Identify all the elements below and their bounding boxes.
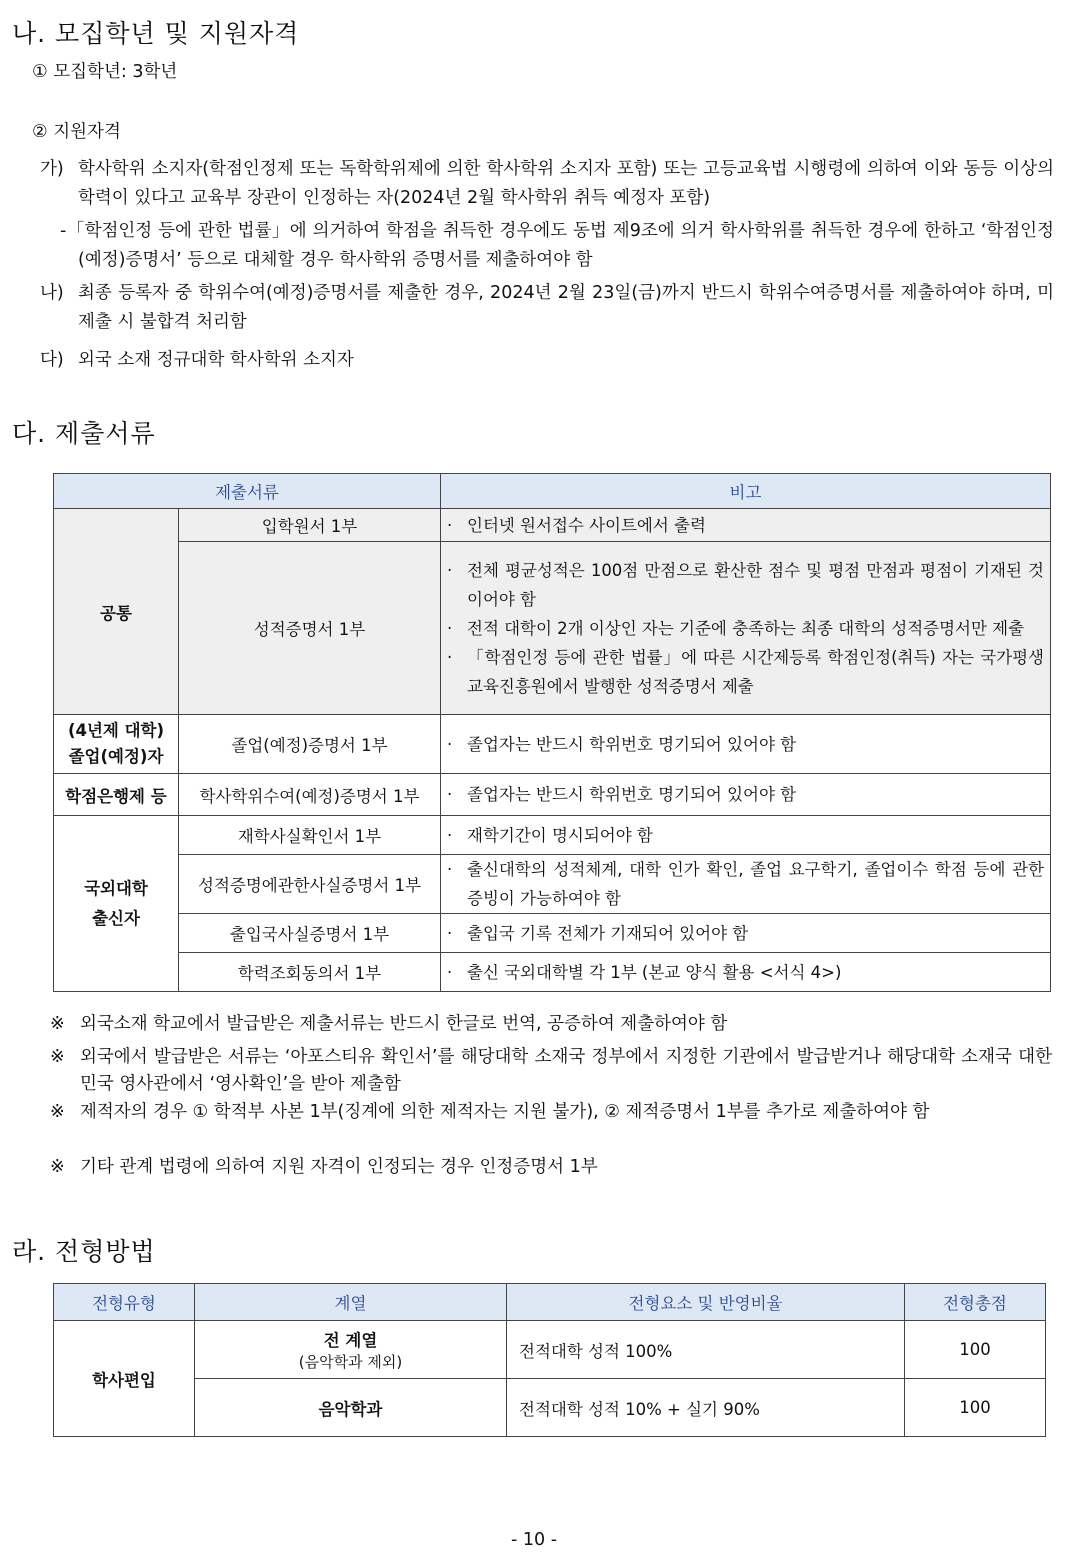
header-documents: 제출서류 <box>54 474 441 509</box>
item-text: 외국 소재 정규대학 학사학위 소지자 <box>78 350 354 370</box>
selection-field: 음악학과 <box>195 1379 507 1437</box>
table-row <box>54 816 1051 855</box>
doc-remark: · 재학기간이 명시되어야 함 <box>441 816 1051 855</box>
eligibility-item-da <box>40 346 1054 375</box>
doc-name: 재학사실확인서 1부 <box>179 816 441 855</box>
header-total: 전형총점 <box>905 1284 1046 1321</box>
eligibility-heading: ② 지원자격 <box>32 122 121 142</box>
subitem-text: -「학점인정 등에 관한 법률」에 의거하여 학점을 취득한 경우에도 동법 제9조에 의거 학사학위를 취득한 경우에 한하고 ‘학점인정(예정)증명서’ 등으로 대체할 경우 학사학위 증명서를 제출하여야 함 <box>60 221 1054 270</box>
section-title-eligibility: 나. 모집학년 및 지원자격 <box>12 19 300 48</box>
item-label: 나) <box>40 283 64 303</box>
table-row <box>54 774 1051 816</box>
header-remarks: 비고 <box>441 474 1051 509</box>
document-note: ※ 제적자의 경우 ① 학적부 사본 1부(징계에 의한 제적자는 지원 불가), ② 제적증명서 1부를 추가로 제출하여야 함 <box>50 1102 930 1122</box>
doc-remark: · 출신 국외대학별 각 1부 (본교 양식 활용 <서식 4>) <box>441 953 1051 992</box>
selection-ratio: 전적대학 성적 100% <box>507 1321 905 1379</box>
eligibility-subitem <box>60 217 1054 275</box>
item-label: 가) <box>40 159 64 179</box>
group-foreign: 국외대학 출신자 <box>54 816 179 992</box>
table-row <box>54 855 1051 914</box>
group-credit-bank: 학점은행제 등 <box>54 774 179 816</box>
selection-total: 100 <box>905 1321 1046 1379</box>
doc-name: 학사학위수여(예정)증명서 1부 <box>179 774 441 816</box>
eligibility-item-ga <box>40 155 1054 213</box>
selection-ratio: 전적대학 성적 10% + 실기 90% <box>507 1379 905 1437</box>
doc-remark: · 전체 평균성적은 100점 만점으로 환산한 점수 및 평점 만점과 평점이 기재된 것이어야 함 · 전적 대학이 2개 이상인 자는 기준에 충족하는 최종 대학의 성적증명서만 제출 · 「학점인정 등에 관한 법률」에 따른 시간제등록 학점인정(취득) 자는 국가평생교육진흥원에서 발행한 성적증명서 제출 <box>441 542 1051 715</box>
table-row <box>54 542 1051 715</box>
selection-field: 전 계열 (음악학과 제외) <box>195 1321 507 1379</box>
eligibility-item-na <box>40 279 1054 337</box>
table-row <box>54 509 1051 542</box>
documents-table <box>53 473 1051 992</box>
document-note: ※ 기타 관계 법령에 의하여 지원 자격이 인정되는 경우 인정증명서 1부 <box>50 1157 598 1177</box>
group-graduate: (4년제 대학) 졸업(예정)자 <box>54 715 179 774</box>
selection-type: 학사편입 <box>54 1321 195 1437</box>
selection-total: 100 <box>905 1379 1046 1437</box>
item-text: 최종 등록자 중 학위수여(예정)증명서를 제출한 경우, 2024년 2월 23일(금)까지 반드시 학위수여증명서를 제출하여야 하며, 미제출 시 불합격 처리함 <box>78 283 1054 332</box>
table-row <box>54 1379 1046 1437</box>
header-field: 계열 <box>195 1284 507 1321</box>
recruit-grade: ① 모집학년: 3학년 <box>32 62 178 82</box>
doc-remark: · 출신대학의 성적체계, 대학 인가 확인, 졸업 요구학기, 졸업이수 학점 등에 관한 증빙이 가능하여야 함 <box>441 855 1051 914</box>
group-common: 공통 <box>54 509 179 715</box>
doc-name: 졸업(예정)증명서 1부 <box>179 715 441 774</box>
doc-name: 성적증명서 1부 <box>179 542 441 715</box>
header-ratio: 전형요소 및 반영비율 <box>507 1284 905 1321</box>
doc-name: 출입국사실증명서 1부 <box>179 914 441 953</box>
document-note: ※ 외국소재 학교에서 발급받은 제출서류는 반드시 한글로 번역, 공증하여 제출하여야 함 <box>50 1014 728 1034</box>
doc-remark: · 졸업자는 반드시 학위번호 명기되어 있어야 함 <box>441 774 1051 816</box>
doc-name: 성적증명에관한사실증명서 1부 <box>179 855 441 914</box>
section-title-documents: 다. 제출서류 <box>12 419 156 448</box>
doc-name: 학력조회동의서 1부 <box>179 953 441 992</box>
doc-remark: · 인터넷 원서접수 사이트에서 출력 <box>441 509 1051 542</box>
table-row <box>54 953 1051 992</box>
document-note: ※ 외국에서 발급받은 서류는 ‘아포스티유 확인서’를 해당대학 소재국 정부에서 지정한 기관에서 발급받거나 해당대학 소재국 대한민국 영사관에서 ‘영사확인’을 받아 제출함 <box>50 1047 1052 1094</box>
section-title-selection: 라. 전형방법 <box>12 1237 156 1266</box>
table-row <box>54 715 1051 774</box>
doc-name: 입학원서 1부 <box>179 509 441 542</box>
doc-remark: · 출입국 기록 전체가 기재되어 있어야 함 <box>441 914 1051 953</box>
doc-remark: · 졸업자는 반드시 학위번호 명기되어 있어야 함 <box>441 715 1051 774</box>
page-number: - 10 - <box>510 1530 558 1550</box>
item-text: 학사학위 소지자(학점인정제 또는 독학학위제에 의한 학사학위 소지자 포함) 또는 고등교육법 시행령에 의하여 이와 동등 이상의 학력이 있다고 교육부 장관이 인정하는 자(2024년 2월 학사학위 취득 예정자 포함) <box>78 159 1054 208</box>
item-label: 다) <box>40 350 64 370</box>
header-type: 전형유형 <box>54 1284 195 1321</box>
table-row <box>54 1321 1046 1379</box>
selection-table <box>53 1283 1046 1437</box>
table-row <box>54 914 1051 953</box>
